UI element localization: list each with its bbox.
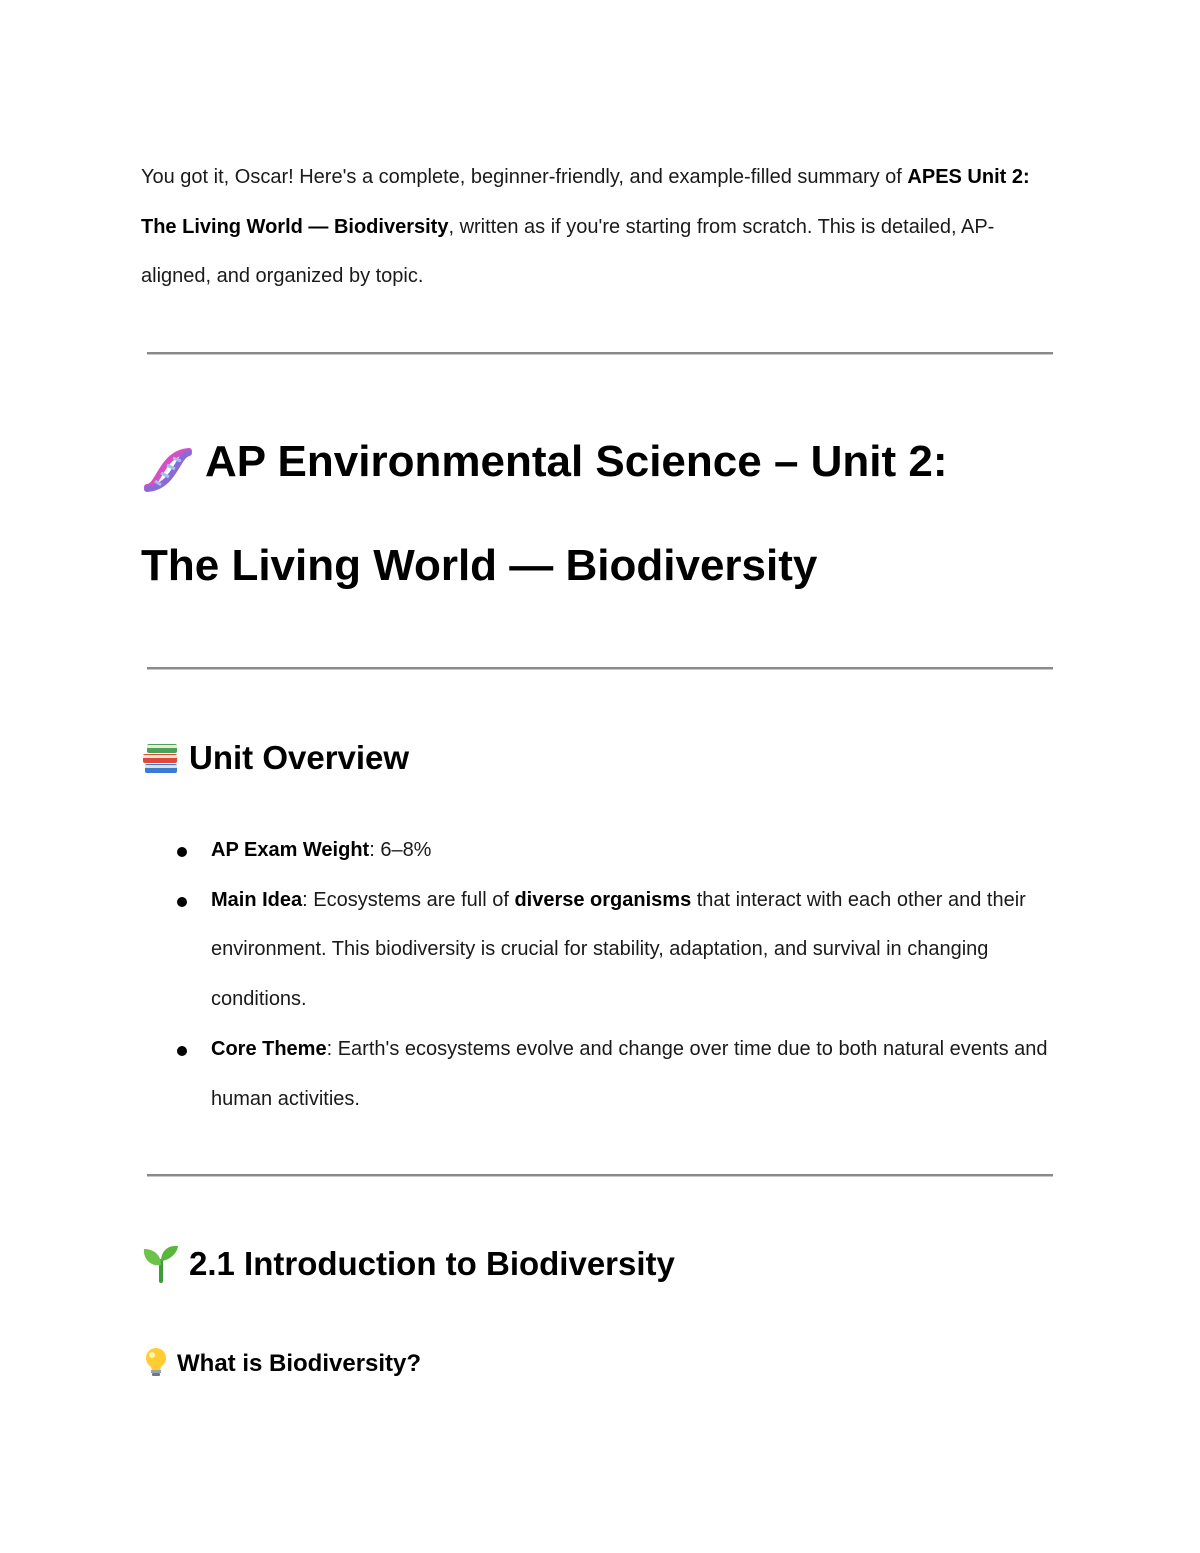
divider-2 <box>147 667 1053 670</box>
list-item-emphasis: diverse organisms <box>514 888 692 911</box>
books-icon <box>141 738 181 776</box>
list-item-text-continued: that interact with each other and their environment. This biodiversity is crucial for stability, adaptation, and survival in changing conditions. <box>211 888 1026 1011</box>
page-title <box>141 410 1081 618</box>
page-title-line-2: The Living World — Biodiversity <box>141 541 818 590</box>
intro-bold-title: APES Unit 2: The Living World — Biodiversity <box>141 166 1030 238</box>
unit-overview-heading-text: Unit Overview <box>189 739 410 776</box>
list-item-text: : 6–8% <box>369 839 432 861</box>
list-item <box>0 826 1051 876</box>
list-item-label: Core Theme <box>211 1037 327 1060</box>
seedling-icon <box>141 1243 181 1283</box>
list-item-text: : Earth's ecosystems evolve and change over time due to both natural events and human activities. <box>211 1037 1048 1110</box>
what-is-biodiversity-heading-text: What is Biodiversity? <box>177 1350 422 1377</box>
divider-3 <box>147 1174 1053 1177</box>
divider-1 <box>147 352 1053 355</box>
list-item-label: Main Idea <box>211 888 303 911</box>
bullet-dot <box>177 1046 187 1056</box>
page-title-line-1: AP Environmental Science – Unit 2: <box>205 437 948 486</box>
overview-list <box>0 826 1200 1124</box>
dna-icon <box>141 431 195 485</box>
list-item <box>0 1025 1051 1124</box>
lightbulb-icon <box>141 1346 171 1378</box>
bullet-dot <box>177 847 187 857</box>
section-2-1-heading <box>141 1242 675 1286</box>
intro-text-2: , written as if you're starting from scratch. This is detailed, AP-aligned, and organized by topic. <box>141 215 995 287</box>
what-is-biodiversity-heading <box>141 1347 421 1381</box>
bullet-dot <box>177 897 187 907</box>
list-item-text: : Ecosystems are full of <box>302 888 515 911</box>
section-2-1-heading-text: 2.1 Introduction to Biodiversity <box>189 1245 675 1282</box>
intro-paragraph <box>141 153 1061 302</box>
unit-overview-heading <box>141 736 409 780</box>
intro-text-1: You got it, Oscar! Here's a complete, beginner-friendly, and example-filled summary of <box>141 166 908 188</box>
list-item <box>0 876 1051 1025</box>
list-item-label: AP Exam Weight <box>211 839 370 861</box>
